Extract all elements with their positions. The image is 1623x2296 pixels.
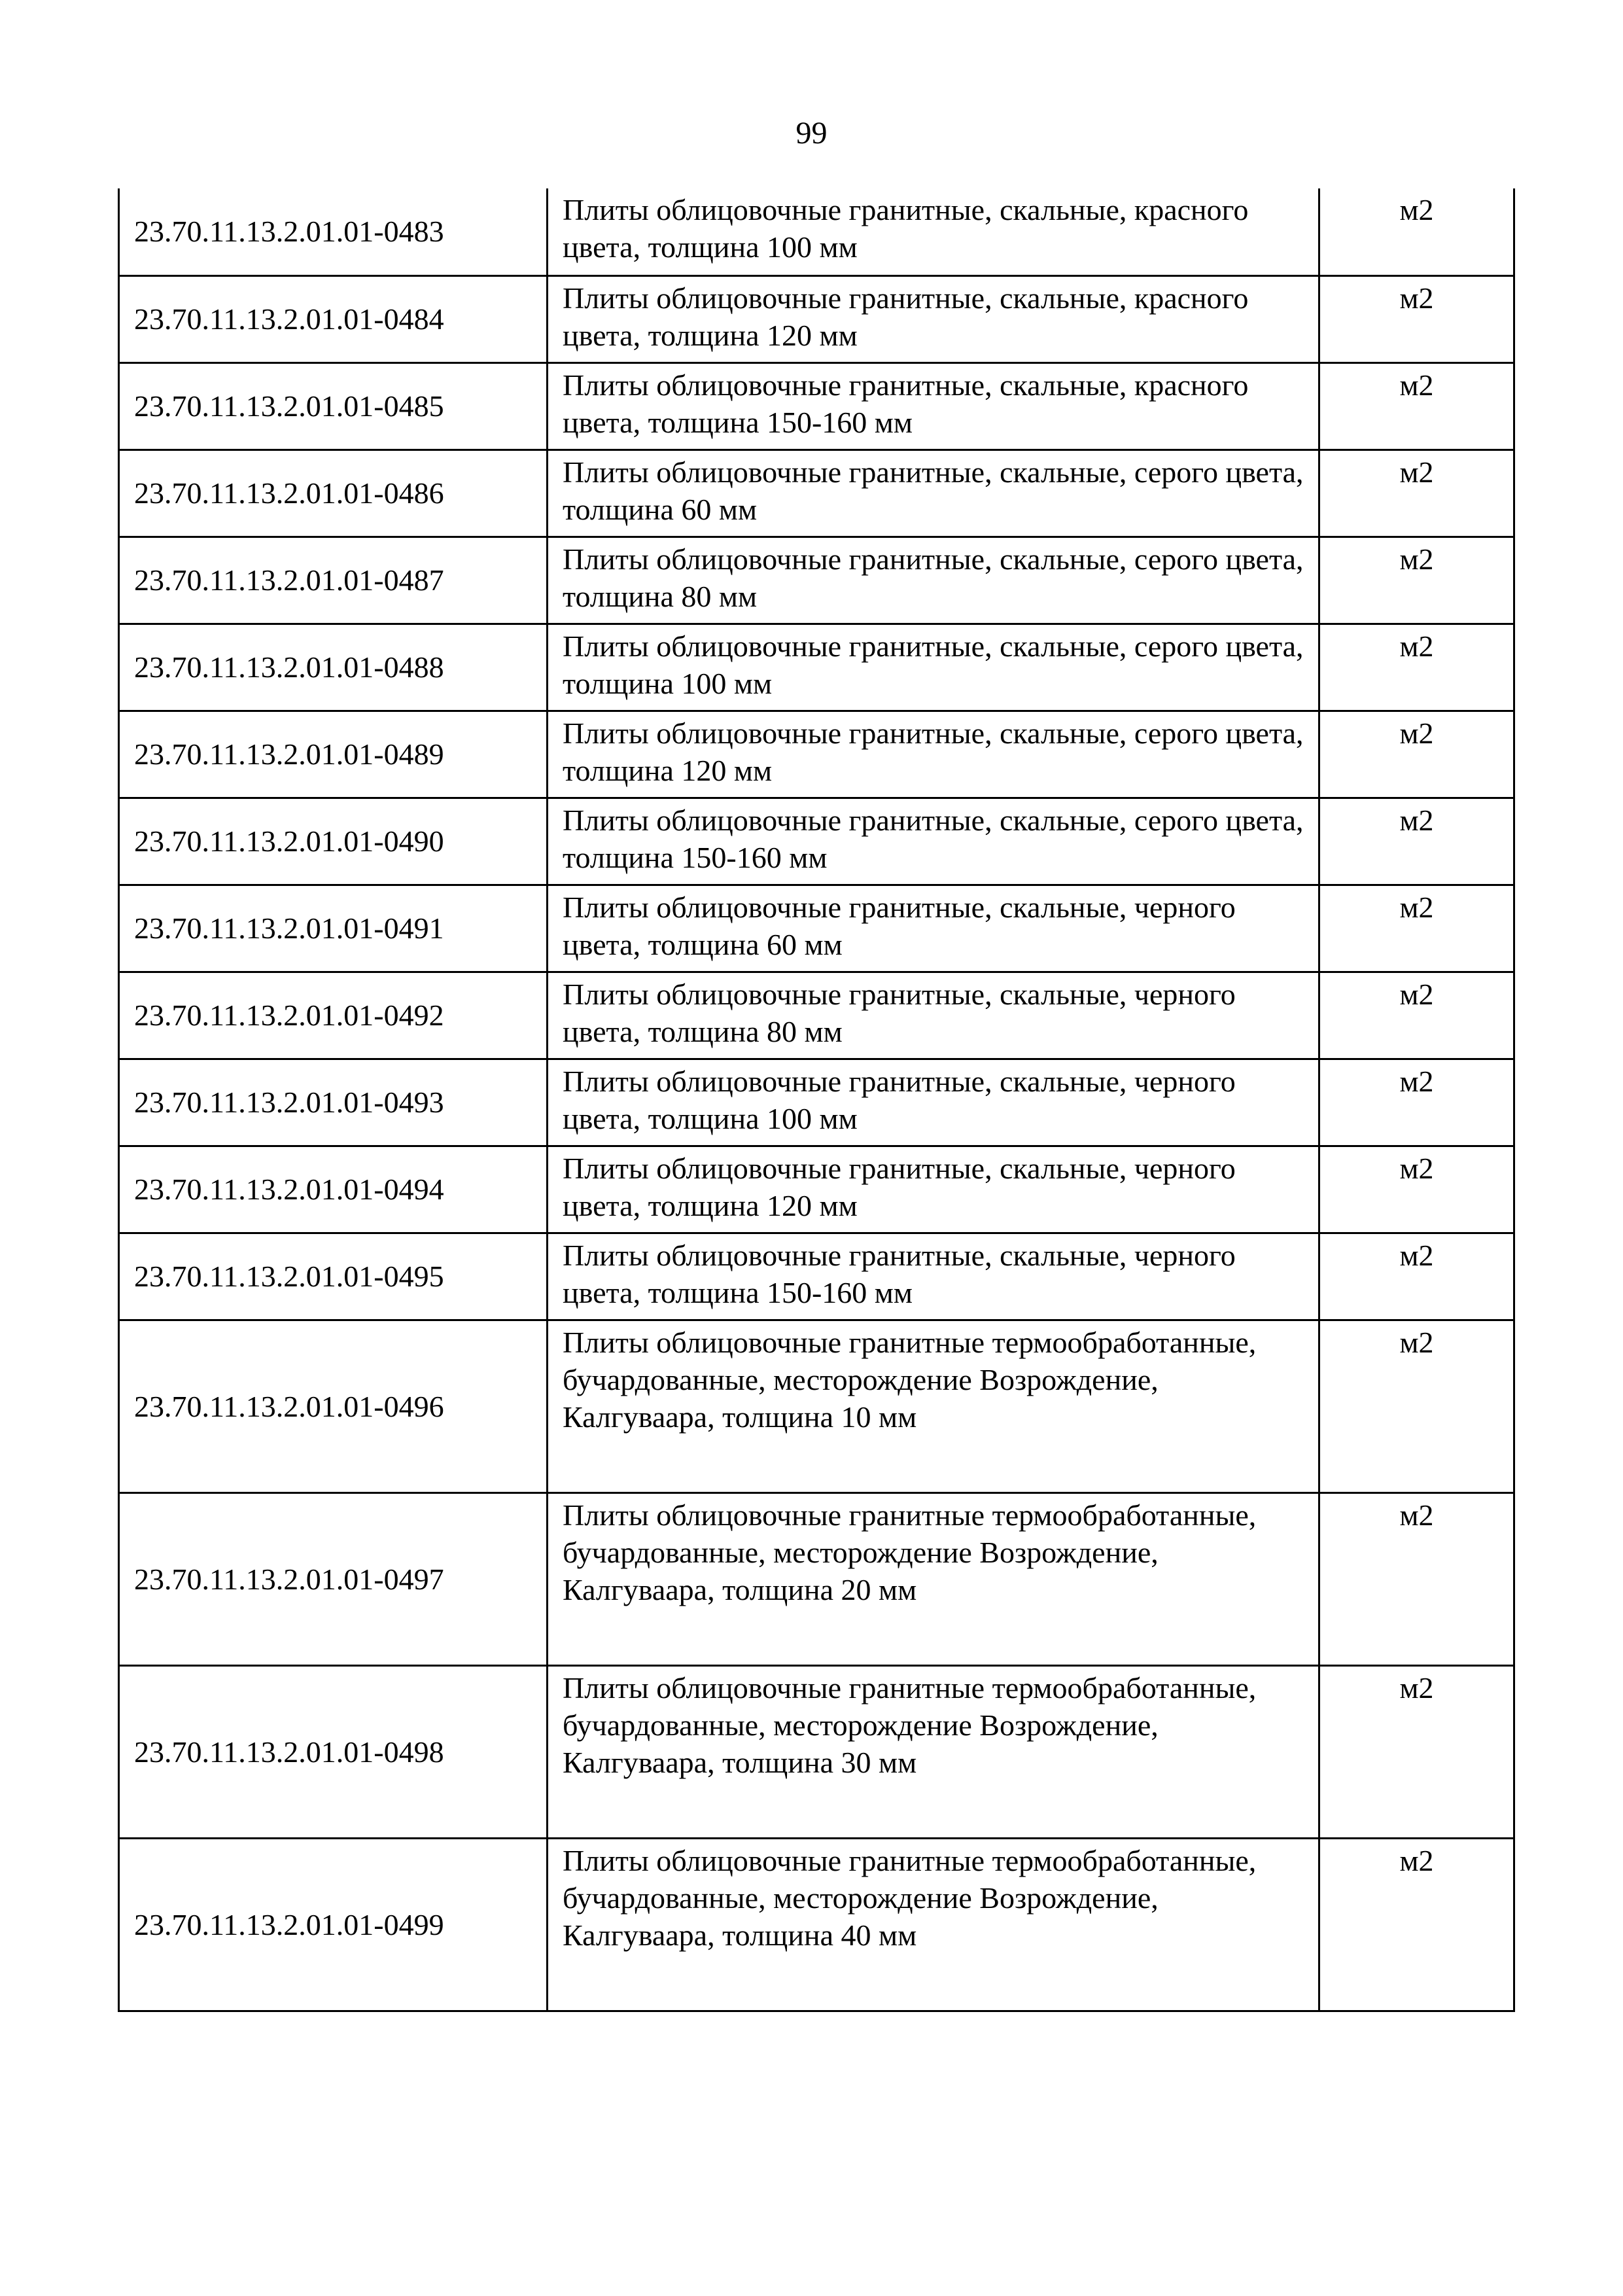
unit-of-measure: м2	[1319, 798, 1514, 885]
table-row	[119, 1059, 1514, 1146]
unit-of-measure: м2	[1319, 1233, 1514, 1320]
resource-description: Плиты облицовочные гранитные, скальные, серого цвета, толщина 60 мм	[548, 450, 1319, 537]
resource-description: Плиты облицовочные гранитные термообработанные, бучардованные, месторождение Возрождение, Калгуваара, толщина 10 мм	[548, 1320, 1319, 1492]
table-row	[119, 972, 1514, 1059]
resource-description: Плиты облицовочные гранитные, скальные, красного цвета, толщина 100 мм	[548, 188, 1319, 275]
resource-description: Плиты облицовочные гранитные, скальные, серого цвета, толщина 120 мм	[548, 711, 1319, 798]
resource-description: Плиты облицовочные гранитные, скальные, черного цвета, толщина 80 мм	[548, 972, 1319, 1059]
table-row	[119, 1665, 1514, 1838]
resource-code: 23.70.11.13.2.01.01-0493	[119, 1059, 548, 1146]
table-row	[119, 624, 1514, 711]
resource-description: Плиты облицовочные гранитные, скальные, черного цвета, толщина 60 мм	[548, 885, 1319, 972]
unit-of-measure: м2	[1319, 885, 1514, 972]
resource-code: 23.70.11.13.2.01.01-0498	[119, 1665, 548, 1838]
resource-code: 23.70.11.13.2.01.01-0490	[119, 798, 548, 885]
unit-of-measure: м2	[1319, 1665, 1514, 1838]
resource-code: 23.70.11.13.2.01.01-0494	[119, 1146, 548, 1233]
table-row	[119, 1492, 1514, 1665]
resource-code: 23.70.11.13.2.01.01-0485	[119, 362, 548, 450]
resource-description: Плиты облицовочные гранитные, скальные, серого цвета, толщина 150-160 мм	[548, 798, 1319, 885]
table-row	[119, 798, 1514, 885]
resource-code: 23.70.11.13.2.01.01-0499	[119, 1838, 548, 2011]
table-row	[119, 275, 1514, 362]
resource-description: Плиты облицовочные гранитные, скальные, красного цвета, толщина 150-160 мм	[548, 362, 1319, 450]
unit-of-measure: м2	[1319, 1838, 1514, 2011]
resource-description: Плиты облицовочные гранитные, скальные, серого цвета, толщина 100 мм	[548, 624, 1319, 711]
resource-description: Плиты облицовочные гранитные термообработанные, бучардованные, месторождение Возрождение, Калгуваара, толщина 30 мм	[548, 1665, 1319, 1838]
table-row	[119, 1320, 1514, 1492]
resource-description: Плиты облицовочные гранитные термообработанные, бучардованные, месторождение Возрождение, Калгуваара, толщина 20 мм	[548, 1492, 1319, 1665]
unit-of-measure: м2	[1319, 275, 1514, 362]
resource-code: 23.70.11.13.2.01.01-0488	[119, 624, 548, 711]
resource-code: 23.70.11.13.2.01.01-0495	[119, 1233, 548, 1320]
unit-of-measure: м2	[1319, 711, 1514, 798]
resource-code: 23.70.11.13.2.01.01-0496	[119, 1320, 548, 1492]
resource-code: 23.70.11.13.2.01.01-0492	[119, 972, 548, 1059]
table-row	[119, 362, 1514, 450]
unit-of-measure: м2	[1319, 624, 1514, 711]
resource-description: Плиты облицовочные гранитные термообработанные, бучардованные, месторождение Возрождение, Калгуваара, толщина 40 мм	[548, 1838, 1319, 2011]
resource-code: 23.70.11.13.2.01.01-0491	[119, 885, 548, 972]
resource-description: Плиты облицовочные гранитные, скальные, серого цвета, толщина 80 мм	[548, 537, 1319, 624]
unit-of-measure: м2	[1319, 972, 1514, 1059]
unit-of-measure: м2	[1319, 1320, 1514, 1492]
resource-code: 23.70.11.13.2.01.01-0487	[119, 537, 548, 624]
resource-code: 23.70.11.13.2.01.01-0484	[119, 275, 548, 362]
unit-of-measure: м2	[1319, 362, 1514, 450]
unit-of-measure: м2	[1319, 1492, 1514, 1665]
resource-description: Плиты облицовочные гранитные, скальные, черного цвета, толщина 150-160 мм	[548, 1233, 1319, 1320]
table-row	[119, 188, 1514, 275]
resource-code: 23.70.11.13.2.01.01-0486	[119, 450, 548, 537]
unit-of-measure: м2	[1319, 1059, 1514, 1146]
resource-description: Плиты облицовочные гранитные, скальные, черного цвета, толщина 120 мм	[548, 1146, 1319, 1233]
resource-code: 23.70.11.13.2.01.01-0489	[119, 711, 548, 798]
table-row	[119, 1838, 1514, 2011]
page-number: 99	[795, 116, 828, 150]
table-row	[119, 537, 1514, 624]
resource-description: Плиты облицовочные гранитные, скальные, черного цвета, толщина 100 мм	[548, 1059, 1319, 1146]
table-row	[119, 885, 1514, 972]
table-row	[119, 1233, 1514, 1320]
table-row	[119, 711, 1514, 798]
unit-of-measure: м2	[1319, 1146, 1514, 1233]
table-row	[119, 450, 1514, 537]
unit-of-measure: м2	[1319, 537, 1514, 624]
unit-of-measure: м2	[1319, 188, 1514, 275]
resource-code: 23.70.11.13.2.01.01-0497	[119, 1492, 548, 1665]
table-row	[119, 1146, 1514, 1233]
resource-code: 23.70.11.13.2.01.01-0483	[119, 188, 548, 275]
resource-table	[118, 188, 1515, 2012]
unit-of-measure: м2	[1319, 450, 1514, 537]
resource-description: Плиты облицовочные гранитные, скальные, красного цвета, толщина 120 мм	[548, 275, 1319, 362]
